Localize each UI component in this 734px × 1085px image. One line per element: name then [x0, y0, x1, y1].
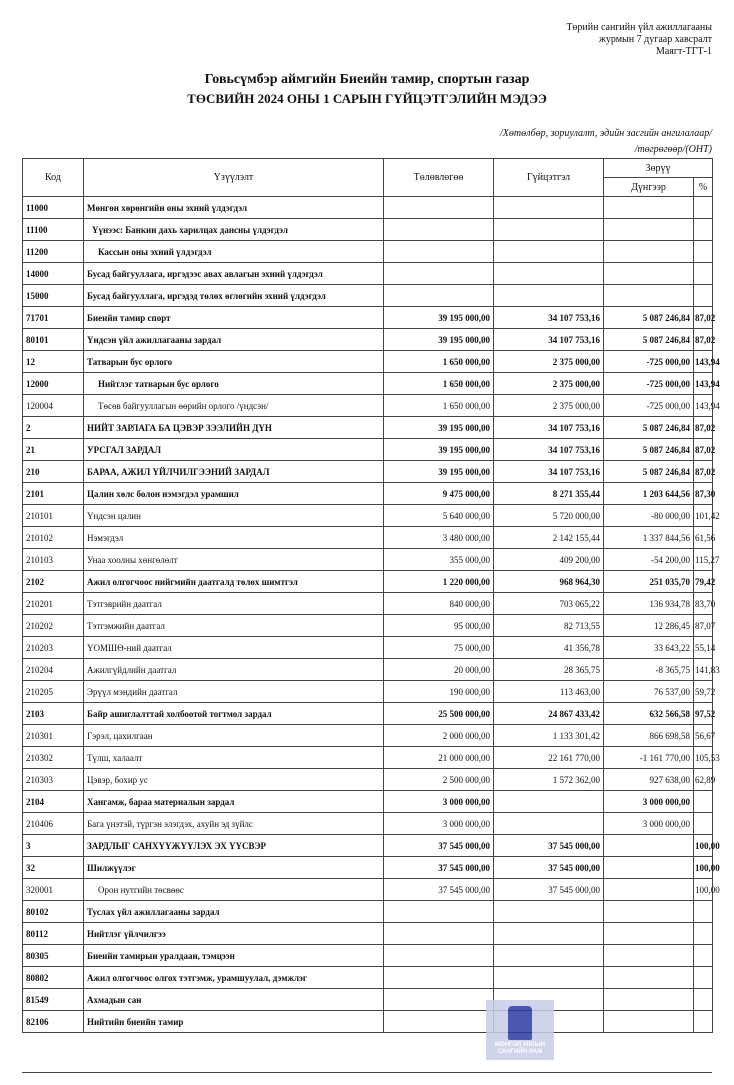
units-note: [500, 126, 712, 158]
cell-code: 210204: [23, 659, 84, 681]
cell-actual: 2 375 000,00: [494, 351, 604, 373]
cell-indicator: Эрүүл мэндийн даатгал: [84, 681, 384, 703]
header-percent: %: [694, 178, 713, 197]
cell-actual: [494, 967, 604, 989]
cell-plan: [384, 923, 494, 945]
table-row: [23, 241, 713, 263]
cell-indicator: Ахмадын сан: [84, 989, 384, 1011]
table-row: [23, 571, 713, 593]
table-row: [23, 659, 713, 681]
cell-code: 81549: [23, 989, 84, 1011]
cell-plan: 39 195 000,00: [384, 329, 494, 351]
form-reference: [566, 22, 712, 58]
cell-plan: 2 000 000,00: [384, 725, 494, 747]
cell-diff-amount: -1 161 770,00: [604, 747, 694, 769]
cell-code: 2101: [23, 483, 84, 505]
report-title: ТӨСВИЙН 2024 ОНЫ 1 САРЫН ГҮЙЦЭТГЭЛИЙН МЭДЭЭ: [187, 91, 547, 106]
cell-diff-percent: [694, 923, 713, 945]
table-row: [23, 219, 713, 241]
cell-plan: 37 545 000,00: [384, 879, 494, 901]
cell-actual: [494, 945, 604, 967]
cell-code: 71701: [23, 307, 84, 329]
cell-plan: 3 000 000,00: [384, 791, 494, 813]
cell-diff-percent: 87,02: [694, 439, 713, 461]
cell-code: 210202: [23, 615, 84, 637]
cell-diff-amount: 5 087 246,84: [604, 439, 694, 461]
cell-actual: 968 964,30: [494, 571, 604, 593]
cell-code: 15000: [23, 285, 84, 307]
cell-actual: 8 271 355,44: [494, 483, 604, 505]
currency-note: /төгрөгөөр/(ОНТ): [634, 144, 712, 155]
cell-actual: 24 867 433,42: [494, 703, 604, 725]
header-indicator: Үзүүлэлт: [84, 159, 384, 197]
cell-code: 3: [23, 835, 84, 857]
table-row: [23, 835, 713, 857]
cell-diff-percent: 100,00: [694, 835, 713, 857]
cell-actual: [494, 241, 604, 263]
table-row: [23, 483, 713, 505]
cell-actual: 409 200,00: [494, 549, 604, 571]
cell-plan: 2 500 000,00: [384, 769, 494, 791]
table-row: [23, 703, 713, 725]
cell-actual: 1 572 362,00: [494, 769, 604, 791]
cell-plan: 39 195 000,00: [384, 439, 494, 461]
cell-indicator: Цэвэр, бохир ус: [84, 769, 384, 791]
cell-code: 2103: [23, 703, 84, 725]
table-row: [23, 945, 713, 967]
cell-actual: 34 107 753,16: [494, 307, 604, 329]
cell-actual: 113 463,00: [494, 681, 604, 703]
cell-indicator: Кассын оны эхний үлдэгдэл: [84, 241, 384, 263]
cell-code: 2102: [23, 571, 84, 593]
table-body: [23, 197, 720, 1033]
cell-code: 80112: [23, 923, 84, 945]
cell-diff-amount: [604, 263, 694, 285]
cell-indicator: Орон нутгийн төсвөөс: [84, 879, 384, 901]
cell-code: 210302: [23, 747, 84, 769]
cell-actual: 5 720 000,00: [494, 505, 604, 527]
table-row: [23, 439, 713, 461]
cell-diff-amount: 3 000 000,00: [604, 813, 694, 835]
cell-indicator: Үндсэн цалин: [84, 505, 384, 527]
cell-diff-amount: [604, 219, 694, 241]
cell-plan: 1 650 000,00: [384, 395, 494, 417]
cell-diff-percent: 87,07: [694, 615, 713, 637]
cell-code: 210205: [23, 681, 84, 703]
cell-code: 82106: [23, 1011, 84, 1033]
cell-diff-percent: [694, 197, 713, 219]
cell-code: 11200: [23, 241, 84, 263]
cell-indicator: Гэрэл, цахилгаан: [84, 725, 384, 747]
organization-title: Говьсүмбэр аймгийн Биеийн тамир, спортын газар: [204, 72, 530, 87]
cell-plan: 37 545 000,00: [384, 857, 494, 879]
cell-indicator: Ажил олгогчоос нийгмийн даатгалд төлөх шимтгэл: [84, 571, 384, 593]
cell-diff-amount: -725 000,00: [604, 373, 694, 395]
cell-plan: [384, 1011, 494, 1033]
cell-diff-amount: [604, 945, 694, 967]
cell-diff-amount: [604, 857, 694, 879]
cell-diff-amount: [604, 901, 694, 923]
cell-diff-amount: 136 934,78: [604, 593, 694, 615]
cell-plan: [384, 263, 494, 285]
table-row: [23, 285, 713, 307]
cell-diff-percent: [694, 813, 713, 835]
cell-indicator: Нийтийн биеийн тамир: [84, 1011, 384, 1033]
table-row: [23, 791, 713, 813]
cell-actual: 34 107 753,16: [494, 329, 604, 351]
cell-plan: 1 650 000,00: [384, 373, 494, 395]
cell-code: 120004: [23, 395, 84, 417]
cell-actual: 1 133 301,42: [494, 725, 604, 747]
cell-diff-percent: 115,27: [694, 549, 713, 571]
cell-code: 210406: [23, 813, 84, 835]
cell-plan: [384, 241, 494, 263]
cell-diff-percent: 87,30: [694, 483, 713, 505]
table-row: [23, 857, 713, 879]
cell-plan: 75 000,00: [384, 637, 494, 659]
cell-diff-amount: 251 035,70: [604, 571, 694, 593]
cell-indicator: Цалин хөлс болон нэмэгдэл урамшил: [84, 483, 384, 505]
cell-plan: 9 475 000,00: [384, 483, 494, 505]
cell-diff-percent: [694, 989, 713, 1011]
cell-actual: 2 375 000,00: [494, 373, 604, 395]
cell-code: 80305: [23, 945, 84, 967]
cell-diff-amount: [604, 923, 694, 945]
cell-code: 80102: [23, 901, 84, 923]
header-code: Код: [23, 159, 84, 197]
cell-code: 14000: [23, 263, 84, 285]
cell-indicator: Түлш, халаалт: [84, 747, 384, 769]
cell-diff-amount: 5 087 246,84: [604, 461, 694, 483]
cell-indicator: Биеийн тамир спорт: [84, 307, 384, 329]
header-amount: Дүнгээр: [604, 178, 694, 197]
table-row: [23, 725, 713, 747]
cell-indicator: Туслах үйл ажиллагааны зардал: [84, 901, 384, 923]
cell-diff-amount: 1 337 844,56: [604, 527, 694, 549]
cell-code: 2104: [23, 791, 84, 813]
cell-indicator: Үндсэн үйл ажиллагааны зардал: [84, 329, 384, 351]
table-row: [23, 461, 713, 483]
cell-diff-amount: 3 000 000,00: [604, 791, 694, 813]
cell-diff-percent: 87,02: [694, 307, 713, 329]
cell-diff-amount: [604, 835, 694, 857]
form-code: Маягт-ТГТ-1: [655, 46, 712, 57]
cell-actual: [494, 263, 604, 285]
cell-code: 32: [23, 857, 84, 879]
cell-indicator: БАРАА, АЖИЛ ҮЙЛЧИЛГЭЭНИЙ ЗАРДАЛ: [84, 461, 384, 483]
header-plan: Төлөвлөгөө: [384, 159, 494, 197]
cell-diff-amount: [604, 241, 694, 263]
cell-code: 21: [23, 439, 84, 461]
cell-code: 210103: [23, 549, 84, 571]
cell-indicator: Мөнгөн хөрөнгийн оны эхний үлдэгдэл: [84, 197, 384, 219]
cell-diff-amount: [604, 285, 694, 307]
cell-code: 12: [23, 351, 84, 373]
form-reference-line2: журмын 7 дугаар хавсралт: [598, 34, 712, 45]
cell-indicator: Байр ашиглалттай холбоотой тогтмол зардал: [84, 703, 384, 725]
table-row: [23, 637, 713, 659]
cell-plan: 1 650 000,00: [384, 351, 494, 373]
cell-diff-amount: [604, 967, 694, 989]
table-row: [23, 923, 713, 945]
cell-plan: 25 500 000,00: [384, 703, 494, 725]
cell-diff-amount: 5 087 246,84: [604, 307, 694, 329]
cell-actual: 37 545 000,00: [494, 835, 604, 857]
cell-plan: 190 000,00: [384, 681, 494, 703]
cell-plan: 20 000,00: [384, 659, 494, 681]
cell-diff-percent: 100,00: [694, 857, 713, 879]
cell-code: 11000: [23, 197, 84, 219]
cell-diff-amount: 5 087 246,84: [604, 329, 694, 351]
cell-plan: [384, 285, 494, 307]
cell-indicator: Унаа хоолны хөнгөлөлт: [84, 549, 384, 571]
cell-indicator: Тэтгэврийн даатгал: [84, 593, 384, 615]
cell-diff-percent: [694, 945, 713, 967]
table-row: [23, 879, 713, 901]
cell-diff-amount: -725 000,00: [604, 395, 694, 417]
cell-indicator: Хангамж, бараа материалын зардал: [84, 791, 384, 813]
cell-actual: 28 365,75: [494, 659, 604, 681]
cell-actual: 41 356,78: [494, 637, 604, 659]
cell-indicator: Татварын бус орлого: [84, 351, 384, 373]
cell-code: 210101: [23, 505, 84, 527]
cell-plan: 3 000 000,00: [384, 813, 494, 835]
cell-diff-amount: 33 643,22: [604, 637, 694, 659]
table-row: [23, 197, 713, 219]
header-difference: Зөрүү: [604, 159, 713, 178]
cell-diff-amount: 5 087 246,84: [604, 417, 694, 439]
cell-plan: [384, 945, 494, 967]
cell-code: 210102: [23, 527, 84, 549]
cell-actual: [494, 901, 604, 923]
cell-plan: [384, 967, 494, 989]
cell-actual: [494, 197, 604, 219]
cell-indicator: ЗАРДЛЫГ САНХҮҮЖҮҮЛЭХ ЭХ ҮҮСВЭР: [84, 835, 384, 857]
cell-actual: 2 375 000,00: [494, 395, 604, 417]
table-row: [23, 967, 713, 989]
cell-diff-amount: 12 286,45: [604, 615, 694, 637]
cell-indicator: Тэтгэмжийн даатгал: [84, 615, 384, 637]
cell-diff-percent: 59,72: [694, 681, 713, 703]
cell-diff-amount: [604, 1011, 694, 1033]
cell-diff-amount: [604, 879, 694, 901]
cell-diff-amount: [604, 989, 694, 1011]
budget-table: [22, 158, 720, 1033]
cell-indicator: Ажил олгогчоос олгох тэтгэмж, урамшуулал, дэмжлэг: [84, 967, 384, 989]
table-row: [23, 747, 713, 769]
cell-code: 210303: [23, 769, 84, 791]
cell-diff-percent: [694, 901, 713, 923]
cell-code: 80101: [23, 329, 84, 351]
cell-indicator: Биеийн тамирын уралдаан, тэмцээн: [84, 945, 384, 967]
cell-indicator: НИЙТ ЗАРЛАГА БА ЦЭВЭР ЗЭЭЛИЙН ДҮН: [84, 417, 384, 439]
cell-code: 2: [23, 417, 84, 439]
cell-actual: 22 161 770,00: [494, 747, 604, 769]
cell-indicator: Төсөв байгууллагын өөрийн орлого /үндсэн/: [84, 395, 384, 417]
cell-diff-percent: 143,94: [694, 373, 713, 395]
cell-plan: [384, 219, 494, 241]
table-row: [23, 615, 713, 637]
cell-indicator: Бага үнэтэй, түргэн элэгдэх, ахуйн эд зүйлс: [84, 813, 384, 835]
cell-diff-percent: 87,02: [694, 417, 713, 439]
cell-diff-percent: 87,02: [694, 461, 713, 483]
cell-actual: 34 107 753,16: [494, 439, 604, 461]
cell-diff-amount: -725 000,00: [604, 351, 694, 373]
cell-code: 210201: [23, 593, 84, 615]
cell-diff-percent: 143,94: [694, 395, 713, 417]
cell-actual: [494, 791, 604, 813]
cell-indicator: Нийтлэг татварын бус орлого: [84, 373, 384, 395]
cell-indicator: ҮОМШӨ-ний даатгал: [84, 637, 384, 659]
logo-text: МОНГОЛ УЛСЫН САНГИЙН ЯАМ: [495, 1042, 545, 1055]
cell-plan: [384, 197, 494, 219]
classification-note: /Хөтөлбөр, зориулалт, эдийн засгийн ангилалаар/: [500, 128, 712, 139]
cell-diff-percent: 62,89: [694, 769, 713, 791]
cell-plan: [384, 901, 494, 923]
cell-indicator: Ажилгүйдлийн даатгал: [84, 659, 384, 681]
cell-actual: 82 713,55: [494, 615, 604, 637]
cell-plan: 840 000,00: [384, 593, 494, 615]
cell-plan: 39 195 000,00: [384, 307, 494, 329]
soyombo-emblem-icon: [508, 1006, 532, 1040]
cell-diff-amount: [604, 197, 694, 219]
cell-plan: 5 640 000,00: [384, 505, 494, 527]
cell-diff-amount: 927 638,00: [604, 769, 694, 791]
cell-indicator: Бусад байгууллага, иргэдээс авах авлагын эхний үлдэгдэл: [84, 263, 384, 285]
cell-actual: 37 545 000,00: [494, 857, 604, 879]
cell-diff-percent: 55,14: [694, 637, 713, 659]
cell-diff-percent: 61,56: [694, 527, 713, 549]
table-row: [23, 549, 713, 571]
cell-actual: 34 107 753,16: [494, 461, 604, 483]
cell-actual: [494, 813, 604, 835]
cell-code: 12000: [23, 373, 84, 395]
table-row: [23, 681, 713, 703]
cell-diff-percent: 87,02: [694, 329, 713, 351]
table-row: [23, 395, 713, 417]
cell-plan: 21 000 000,00: [384, 747, 494, 769]
cell-diff-amount: 1 203 644,56: [604, 483, 694, 505]
cell-indicator: Шилжүүлэг: [84, 857, 384, 879]
bottom-rule: [22, 1072, 712, 1073]
cell-actual: 34 107 753,16: [494, 417, 604, 439]
form-reference-line1: Төрийн сангийн үйл ажиллагааны: [566, 22, 712, 33]
cell-actual: [494, 923, 604, 945]
cell-diff-percent: [694, 263, 713, 285]
cell-diff-amount: -80 000,00: [604, 505, 694, 527]
cell-diff-percent: 105,53: [694, 747, 713, 769]
cell-code: 210301: [23, 725, 84, 747]
cell-diff-percent: [694, 967, 713, 989]
cell-actual: [494, 285, 604, 307]
cell-diff-percent: 143,94: [694, 351, 713, 373]
table-row: [23, 505, 713, 527]
cell-indicator: Нэмэгдэл: [84, 527, 384, 549]
cell-diff-percent: [694, 241, 713, 263]
table-row: [23, 813, 713, 835]
table-row: [23, 351, 713, 373]
cell-diff-percent: 100,00: [694, 879, 713, 901]
cell-code: 210203: [23, 637, 84, 659]
cell-actual: [494, 219, 604, 241]
table-row: [23, 527, 713, 549]
cell-diff-amount: 866 698,58: [604, 725, 694, 747]
cell-code: 320001: [23, 879, 84, 901]
table-row: [23, 307, 713, 329]
table-row: [23, 263, 713, 285]
ministry-logo: [486, 1000, 554, 1060]
table-row: [23, 417, 713, 439]
cell-indicator: Нийтлэг үйлчилгээ: [84, 923, 384, 945]
cell-diff-percent: [694, 1011, 713, 1033]
table-row: [23, 593, 713, 615]
table-row: [23, 373, 713, 395]
cell-plan: 39 195 000,00: [384, 417, 494, 439]
cell-diff-amount: -54 200,00: [604, 549, 694, 571]
cell-diff-amount: 76 537,00: [604, 681, 694, 703]
cell-diff-percent: 141,83: [694, 659, 713, 681]
cell-actual: 37 545 000,00: [494, 879, 604, 901]
cell-diff-percent: [694, 219, 713, 241]
table-row: [23, 901, 713, 923]
cell-code: 210: [23, 461, 84, 483]
table-row: [23, 989, 713, 1011]
cell-actual: 2 142 155,44: [494, 527, 604, 549]
cell-diff-percent: [694, 285, 713, 307]
cell-diff-percent: 56,67: [694, 725, 713, 747]
cell-plan: 355 000,00: [384, 549, 494, 571]
header-actual: Гүйцэтгэл: [494, 159, 604, 197]
cell-diff-percent: [694, 791, 713, 813]
cell-plan: 3 480 000,00: [384, 527, 494, 549]
cell-code: 11100: [23, 219, 84, 241]
cell-diff-amount: -8 365,75: [604, 659, 694, 681]
cell-diff-percent: 101,42: [694, 505, 713, 527]
cell-plan: 95 000,00: [384, 615, 494, 637]
cell-diff-amount: 632 566,58: [604, 703, 694, 725]
cell-code: 80802: [23, 967, 84, 989]
cell-plan: 1 220 000,00: [384, 571, 494, 593]
cell-indicator: Бусад байгууллага, иргэдэд төлөх өглөгийн эхний үлдэгдэл: [84, 285, 384, 307]
cell-indicator: УРСГАЛ ЗАРДАЛ: [84, 439, 384, 461]
cell-actual: 703 065,22: [494, 593, 604, 615]
table-row: [23, 1011, 713, 1033]
cell-plan: 37 545 000,00: [384, 835, 494, 857]
table-row: [23, 329, 713, 351]
cell-diff-percent: 83,70: [694, 593, 713, 615]
cell-plan: [384, 989, 494, 1011]
cell-diff-percent: 97,52: [694, 703, 713, 725]
cell-indicator: Үүнээс: Банкин дахь харилцах дансны үлдэгдэл: [84, 219, 384, 241]
cell-diff-percent: 79,42: [694, 571, 713, 593]
cell-plan: 39 195 000,00: [384, 461, 494, 483]
table-row: [23, 769, 713, 791]
